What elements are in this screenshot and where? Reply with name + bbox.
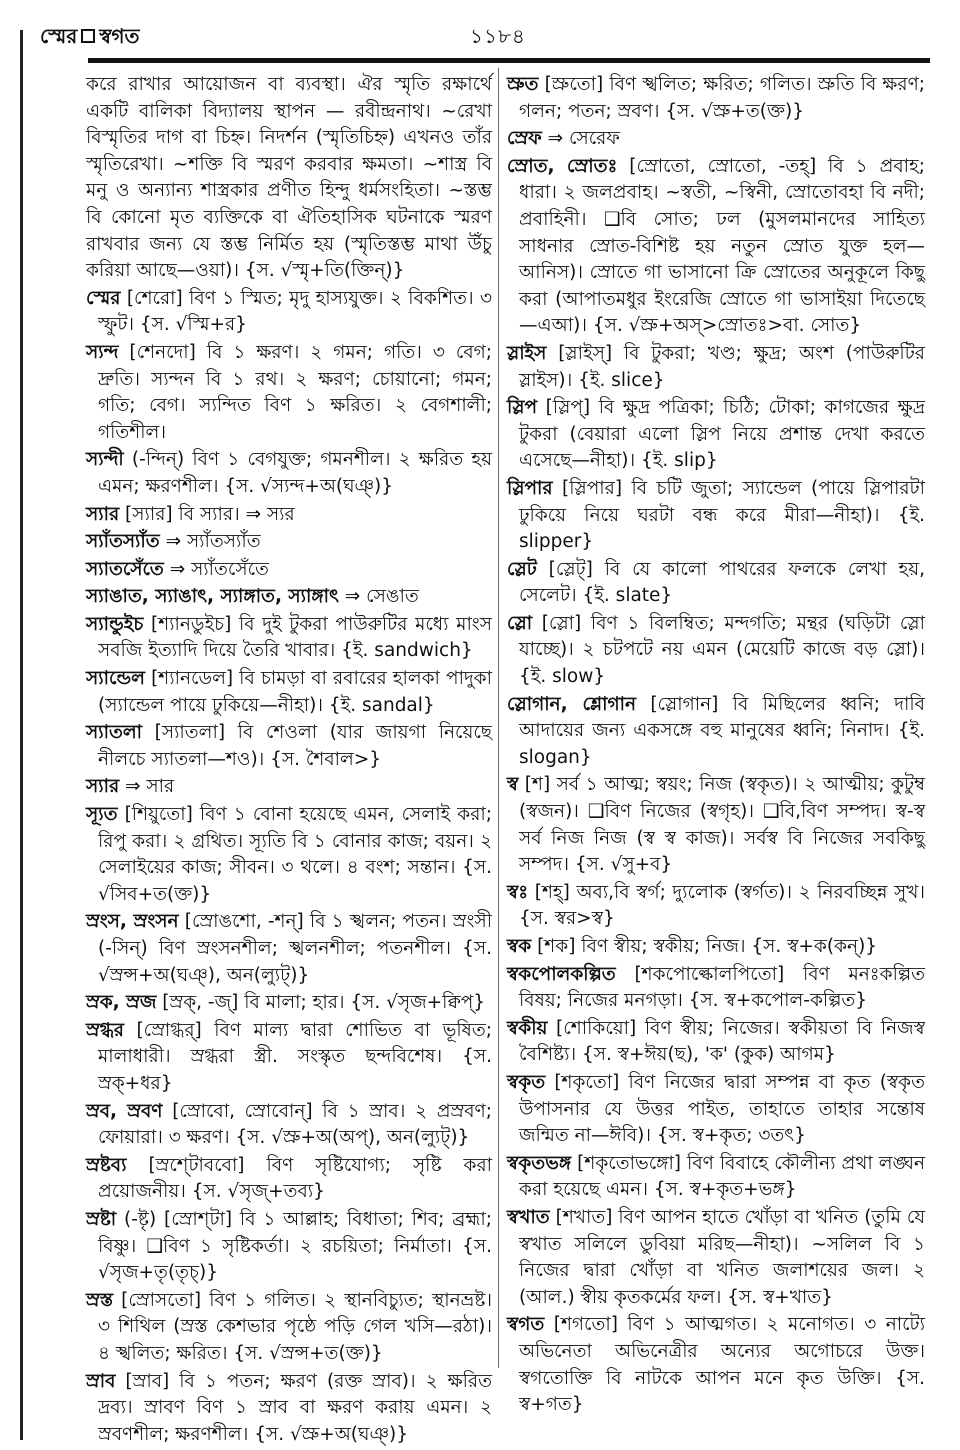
entry-definition: [স্রশ্টোববো] বিণ সৃষ্টিযোগ্য; সৃষ্টি করা প্রয়োজনীয়। {স. √সৃজ্+তব্য}: [98, 1154, 492, 1203]
entry-definition: [স্যাতলা] বি শেওলা (যার জায়গা নিয়েছে নীলচে স্যাতলা—শও)। {স. শৈবাল>}: [98, 722, 493, 770]
entry-headword: স্রংস, স্রংসন: [86, 911, 179, 933]
entry-headword: স্বকৃতভঙ্গ: [507, 1152, 572, 1174]
entry-headword: স্বখাত: [507, 1206, 550, 1228]
dictionary-entry: [86, 612, 492, 665]
entry-definition: [শ্যানডেল] বি চামড়া বা রবারের হালকা পাদুকা (স্যান্ডেল পায়ে ঢুকিয়ে—নীহা)। {ই. sandal}: [98, 668, 492, 716]
dictionary-entry: [507, 880, 925, 933]
entry-definition: [শহ্] অব্য,বি স্বর্গ; দ্যুলোক (স্বর্গত)। ২ নিরবচ্ছিন্ন সুখ। {স. স্বর>স্ব}: [519, 881, 925, 930]
entry-definition: [স্রোসতো] বিণ ১ গলিত। ২ স্থানবিচ্যুত; স্থানভ্রষ্ট। ৩ শিথিল (স্রস্ত কেশভার পৃষ্ঠে পড়ি গেল খসি—রঠা)। ৪ স্খলিত; ক্ষরিত। {স. √স্রন্স+ত(ক্ত)}: [98, 1289, 492, 1364]
entry-headword: স্লোগান, শ্লোগান: [507, 693, 636, 715]
entry-headword: স্লাইস: [507, 342, 547, 364]
entry-headword: স্লেট: [507, 558, 537, 580]
entry-headword: স্মের: [86, 287, 121, 309]
header-rule: [88, 58, 930, 63]
entry-headword: স্যাতলা: [86, 722, 142, 744]
entry-headword: স্বক: [507, 936, 532, 957]
entry-definition: [স্রোবো, স্রোবোন্] বি ১ স্রাব। ২ প্রস্রবণ; ফোয়ারা। ৩ ক্ষরণ। {স. √স্রু+অ(অপ্), অন(ল্যুট্)}: [98, 1100, 492, 1149]
entry-headword: স্যন্দী: [86, 449, 124, 471]
entry-headword: স্রুত: [507, 74, 539, 95]
entry-definition: ⇒ সার: [125, 776, 175, 798]
dictionary-entry: [507, 611, 925, 691]
entry-definition: [শেনদো] বি ১ ক্ষরণ। ২ গমন; গতি। ৩ বেগ; দ্রুতি। স্যন্দন বি ১ রথ। ২ ক্ষরণ; চোয়ানো; গমন; গতি; বেগ। স্যন্দিত বিণ ১ ক্ষরিত। ২ বেগশালী; গতিশীল।: [98, 341, 492, 443]
entry-headword: স্রক, স্রজ: [86, 992, 157, 1014]
entry-definition: [স্রোগ্ধর্] বিণ মাল্য দ্বারা শোভিত বা ভূষিত; মালাধারী। স্রগ্ধরা স্ত্রী. সংস্কৃত ছন্দবিশেষ। {স. স্রক্+ধর}: [98, 1019, 492, 1094]
entry-definition: [স্লাইস্] বি টুকরা; খণ্ড; ক্ষুদ্র; অংশ (পাউরুটির স্লাইস)। {ই. slice}: [519, 342, 925, 391]
guide-words: [40, 22, 140, 55]
entry-headword: স্রব, স্রবণ: [86, 1100, 163, 1122]
entry-headword: স্যাঁতস্যাঁত: [86, 531, 160, 553]
entry-headword: স্যূত: [86, 804, 118, 826]
entry-definition: [স্লেট্] বি যে কালো পাথরের ফলকে লেখা হয়, সেলেট। {ই. slate}: [519, 558, 925, 607]
entry-headword: স্রষ্টব্য: [86, 1154, 127, 1176]
dictionary-entry: [507, 126, 925, 153]
entry-definition: (-ষ্টৃ) [স্রোশ্টা] বি ১ আল্লাহ; বিধাতা; শিব; ব্রহ্মা; বিষ্ণু। ❑বিণ ১ সৃষ্টিকর্তা। ২ রচয়িতা; নির্মাতা। {স. √সৃজ+তৃ(তৃচ্)}: [98, 1208, 492, 1284]
entry-definition: [স্লিপ্] বি ক্ষুদ্র পত্রিকা; চিঠি; টোকা; কাগজের ক্ষুদ্র টুকরা (বেয়ারা এলো স্লিপ নিয়ে প্রশান্ত দেখা করতে এসেছে—নীহা)। {ই. slip}: [519, 397, 925, 472]
entry-headword: স্যান্ডেল: [86, 668, 145, 690]
entry-headword: স্বকীয়: [507, 1017, 548, 1039]
dictionary-entry: [507, 1312, 925, 1418]
dictionary-entry: [86, 1207, 492, 1287]
dictionary-entry: [86, 774, 492, 801]
entry-definition: [শকৃতোভঙ্গো] বিণ বিবাহে কৌলীন্য প্রথা লঙ্ঘন করা হয়েছে এমন। {স. স্ব+কৃত+ভঙ্গ}: [519, 1152, 925, 1201]
dictionary-entry: [86, 720, 492, 773]
dictionary-entry: [507, 692, 925, 772]
entry-definition: (-ন্দিন্) বিণ ১ বেগযুক্ত; গমনশীল। ২ ক্ষরিত হয় এমন; ক্ষরণশীল। {স. √স্যন্দ+অ(ঘঞ্)}: [98, 449, 492, 497]
separator-box-icon: [81, 29, 95, 43]
entry-headword: স্লিপার: [507, 477, 553, 499]
entry-headword: স্যন্দ: [86, 341, 119, 363]
dictionary-entry: [86, 529, 492, 556]
entry-definition: [শকপোল্কোলপিতো] বিণ মনঃকল্পিত বিষয়; নিজের মনগড়া। {স. স্ব+কপোল-কল্পিত}: [519, 963, 925, 1012]
entry-definition: [শকৃতো] বিণ নিজের দ্বারা সম্পন্ন বা কৃত (স্বকৃত উপাসনার যে উত্তর পাইত, তাহাতে তাহার সন্তোষ জন্মিত না—ঈবি)। {স. স্ব+কৃত; ৩তৎ}: [519, 1071, 925, 1147]
entry-headword: স্রেফ: [507, 128, 542, 150]
dictionary-entry: [86, 72, 492, 285]
dictionary-entry: [86, 802, 492, 908]
entry-headword: স্বগত: [507, 1314, 545, 1336]
dictionary-entry: [86, 557, 492, 584]
entry-definition: [স্রক্, -জ্] বি মালা; হার। {স. √সৃজ+ক্বিপ্}: [162, 992, 486, 1014]
entry-headword: স্যান্ডুইচ: [86, 613, 144, 635]
entry-definition: করে রাখার আয়োজন বা ব্যবস্থা। ঐর স্মৃতি রক্ষার্থে একটি বালিকা বিদ্যালয় স্থাপন — রবীন্দ্রনাথ। ~রেখা বিস্মৃতির দাগ বা চিহ্ন। নিদর্শন (স্মৃতিচিহ্ন) এখনও তাঁর স্মৃতিরেখা। ~শক্তি বি স্মরণ করবার ক্ষমতা। ~শাস্ত্র বি মনু ও অন্যান্য শাস্ত্রকার প্রণীত হিন্দু ধর্মসংহিতা। ~স্তম্ভ বি কোনো মৃত ব্যক্তিকে বা ঐতিহাসিক ঘটনাকে স্মরণ রাখবার জন্য যে স্তম্ভ নির্মিত হয় (স্মৃতিস্তম্ভ মাথা উঁচু করিয়া আছে—ওয়া)। {স. √স্মৃ+তি(ক্তিন্)}: [86, 74, 492, 282]
dictionary-entry: [507, 1070, 925, 1150]
entry-definition: [শিয়ুতো] বিণ ১ বোনা হয়েছে এমন, সেলাই করা; রিপু করা। ২ গ্রথিত। স্যূতি বি ১ বোনার কাজ; বয়ন। ২ সেলাইয়ের কাজ; সীবন। ৩ থলে। ৪ বংশ; সন্তান। {স. √সিব+ত(ক্ত)}: [98, 804, 492, 905]
entry-headword: স্রোত, স্রোতঃ: [507, 155, 618, 177]
entry-definition: [শ] সর্ব ১ আত্ম; স্বয়ং; নিজ (স্বকৃত)। ২ আত্মীয়; কুটুম্ব (স্বজন)। ❑বিণ নিজের (স্বগৃহ)। ❑বি,বিণ সম্পদ। স্ব-স্ব সর্ব নিজ নিজ (স্ব স্ব কাজ)। সর্বস্ব বি নিজের সবকিছু সম্পদ। {স. √সু+ব}: [519, 774, 925, 876]
dictionary-entry: [86, 447, 492, 500]
dictionary-entry: [507, 476, 925, 556]
entry-headword: স্ব: [507, 774, 519, 796]
entry-headword: স্লিপ: [507, 397, 538, 419]
guide-word-last: স্বগত: [99, 24, 140, 48]
entry-headword: স্রগ্ধর: [86, 1019, 124, 1041]
entry-definition: [স্যার] বি স্যার। ⇒ স্যর: [125, 503, 295, 525]
dictionary-entry: [86, 584, 492, 611]
dictionary-entry: [507, 154, 925, 340]
entry-definition: [স্রাব] বি ১ পতন; ক্ষরণ (রক্ত স্রাব)। ২ ক্ষরিত দ্রব্য। স্রাবণ বিণ ১ স্রাব বা ক্ষরণ করায় এমন। ২ স্রবণশীল; ক্ষরণশীল। {স. √স্রু+অ(ঘঞ্)}: [98, 1370, 492, 1445]
entry-definition: [স্রুতো] বিণ স্খলিত; ক্ষরিত; গলিত। স্রুতি বি ক্ষরণ; গলন; পতন; স্রবণ। {স. √স্রু+ত(ক্ত)}: [519, 74, 925, 122]
entry-headword: স্লো: [507, 612, 533, 634]
entry-definition: [শোকিয়ো] বিণ স্বীয়; নিজের। স্বকীয়তা বি নিজস্ব বৈশিষ্ট্য। {স. স্ব+ঈয়(ছ), 'ক' (কুক) আগম}: [519, 1017, 925, 1066]
dictionary-entry: [86, 909, 492, 989]
right-column: [507, 72, 926, 1416]
entry-definition: ⇒ স্যাঁতসেঁতে: [169, 558, 269, 580]
dictionary-entry: [507, 1205, 925, 1311]
dictionary-entry: [86, 1288, 492, 1368]
dictionary-entry: [86, 1369, 492, 1449]
entry-headword: স্রাব: [86, 1370, 116, 1392]
entry-definition: ⇒ স্যাঁতস্যাঁত: [165, 531, 261, 553]
entry-definition: [শক] বিণ স্বীয়; স্বকীয়; নিজ। {স. স্ব+ক(কন্)}: [537, 936, 878, 957]
entry-headword: স্বকৃত: [507, 1071, 546, 1093]
entry-headword: স্যাঙাত, স্যাঙাৎ, স্যাঙ্গাত, স্যাঙ্গাৎ: [86, 586, 339, 608]
dictionary-entry: [507, 72, 925, 125]
entry-headword: স্যাতসেঁতে: [86, 558, 164, 580]
entry-definition: [শ্যানডুইচ] বি দুই টুকরা পাউরুটির মধ্যে মাংস সবজি ইত্যাদি দিয়ে তৈরি খাবার। {ই. sandwich}: [98, 613, 492, 662]
entry-definition: [শেরো] বিণ ১ স্মিত; মৃদু হাস্যযুক্ত। ২ বিকশিত। ৩ স্ফুট। {স. √স্মি+র}: [98, 287, 492, 336]
guide-word-first: স্মের: [40, 24, 78, 48]
page-number: ১১৮৪: [470, 24, 526, 48]
entry-definition: [স্লোগান] বি মিছিলের ধ্বনি; দাবি আদায়ের জন্য একসঙ্গে বহু মানুষের ধ্বনি; নিনাদ। {ই. slogan}: [519, 693, 925, 768]
dictionary-entry: [507, 557, 925, 610]
entry-definition: ⇒ সেরেফ: [547, 128, 620, 150]
entry-headword: স্রষ্টা: [86, 1208, 117, 1230]
dictionary-entry: [86, 340, 492, 446]
dictionary-entry: [507, 962, 925, 1015]
page-binding-edge: [20, 30, 23, 1440]
dictionary-entry: [507, 1151, 925, 1204]
entry-definition: [শগতো] বিণ ১ আত্মগত। ২ মনোগত। ৩ নাট্যে অভিনেতা অভিনেত্রীর অন্যের অগোচরে উক্ত। স্বগতোক্তি বি নাটকে আপন মনে কৃত উক্তি। {স. স্ব+গত}: [519, 1314, 926, 1416]
column-divider: [498, 68, 499, 1368]
entry-headword: স্বঃ: [507, 881, 529, 903]
dictionary-entry: [86, 1099, 492, 1152]
dictionary-entry: [86, 1018, 492, 1098]
entry-definition: [স্রোতো, স্রোতো, -তহ্] বি ১ প্রবাহ; ধারা। ২ জলপ্রবাহ। ~স্বতী, ~স্বিনী, স্রোতোবহা বি নদী; প্রবাহিনী। ❑বি সোত; ঢল (মুসলমানদের সাহিত্য সাধনার স্রোত-বিশিষ্ট হয় নতুন স্রোত যুক্ত হল—আনিস)। স্রোতে গা ভাসানো ক্রি স্রোতের অনুকূলে কিছু করা (আপাতমধুর ইংরেজি স্রোতে গা ভাসাইয়া দিতেছে—এআ)। {স. √স্রু+অস্>স্রোতঃ>বা. সোত}: [519, 155, 925, 337]
dictionary-entry: [507, 1016, 925, 1069]
entry-definition: [শখাত] বিণ আপন হাতে খোঁড়া বা খনিত (তুমি যে স্বখাত সলিলে ডুবিয়া মরিছ—নীহা)। ~সলিল বি ১ নিজের দ্বারা খোঁড়া বা খনিত জলাশয়ের জল। ২ (আল.) স্বীয় কৃতকর্মের ফল। {স. স্ব+খাত}: [519, 1206, 925, 1308]
entry-headword: স্যার: [86, 503, 120, 525]
dictionary-entry: [507, 934, 925, 961]
dictionary-entry: [507, 772, 925, 878]
dictionary-entry: [86, 1153, 492, 1206]
left-column: [86, 72, 493, 1445]
dictionary-entry: [507, 395, 925, 475]
dictionary-entry: [86, 666, 492, 719]
entry-headword: স্রস্ত: [86, 1289, 114, 1311]
entry-headword: স্বকপোলকল্পিত: [507, 963, 616, 985]
entry-headword: স্যার: [86, 776, 120, 798]
dictionary-entry: [86, 502, 492, 529]
entry-definition: [স্লো] বিণ ১ বিলম্বিত; মন্দগতি; মন্থর (ঘড়িটা স্লো যাচ্ছে)। ২ চটপটে নয় এমন (মেয়েটি কাজে বড় স্লো)। {ই. slow}: [519, 612, 925, 688]
entry-definition: ⇒ সেঙাত: [344, 586, 419, 608]
dictionary-entry: [86, 990, 492, 1017]
dictionary-entry: [86, 286, 492, 339]
dictionary-entry: [507, 341, 925, 394]
entry-definition: [স্লিপার] বি চটি জুতা; স্যান্ডেল (পায়ে স্লিপারটা ঢুকিয়ে নিয়ে ঘরটা বন্ধ করে মীরা—নীহা)। {ই. slipper}: [519, 477, 925, 553]
entry-definition: [স্রোঙশো, -শন্] বি ১ স্খলন; পতন। স্রংসী (-সিন্) বিণ স্রংসনশীল; স্খলনশীল; পতনশীল। {স. √স্রন্স+অ(ঘঞ্), অন(ল্যুট্)}: [98, 911, 492, 986]
